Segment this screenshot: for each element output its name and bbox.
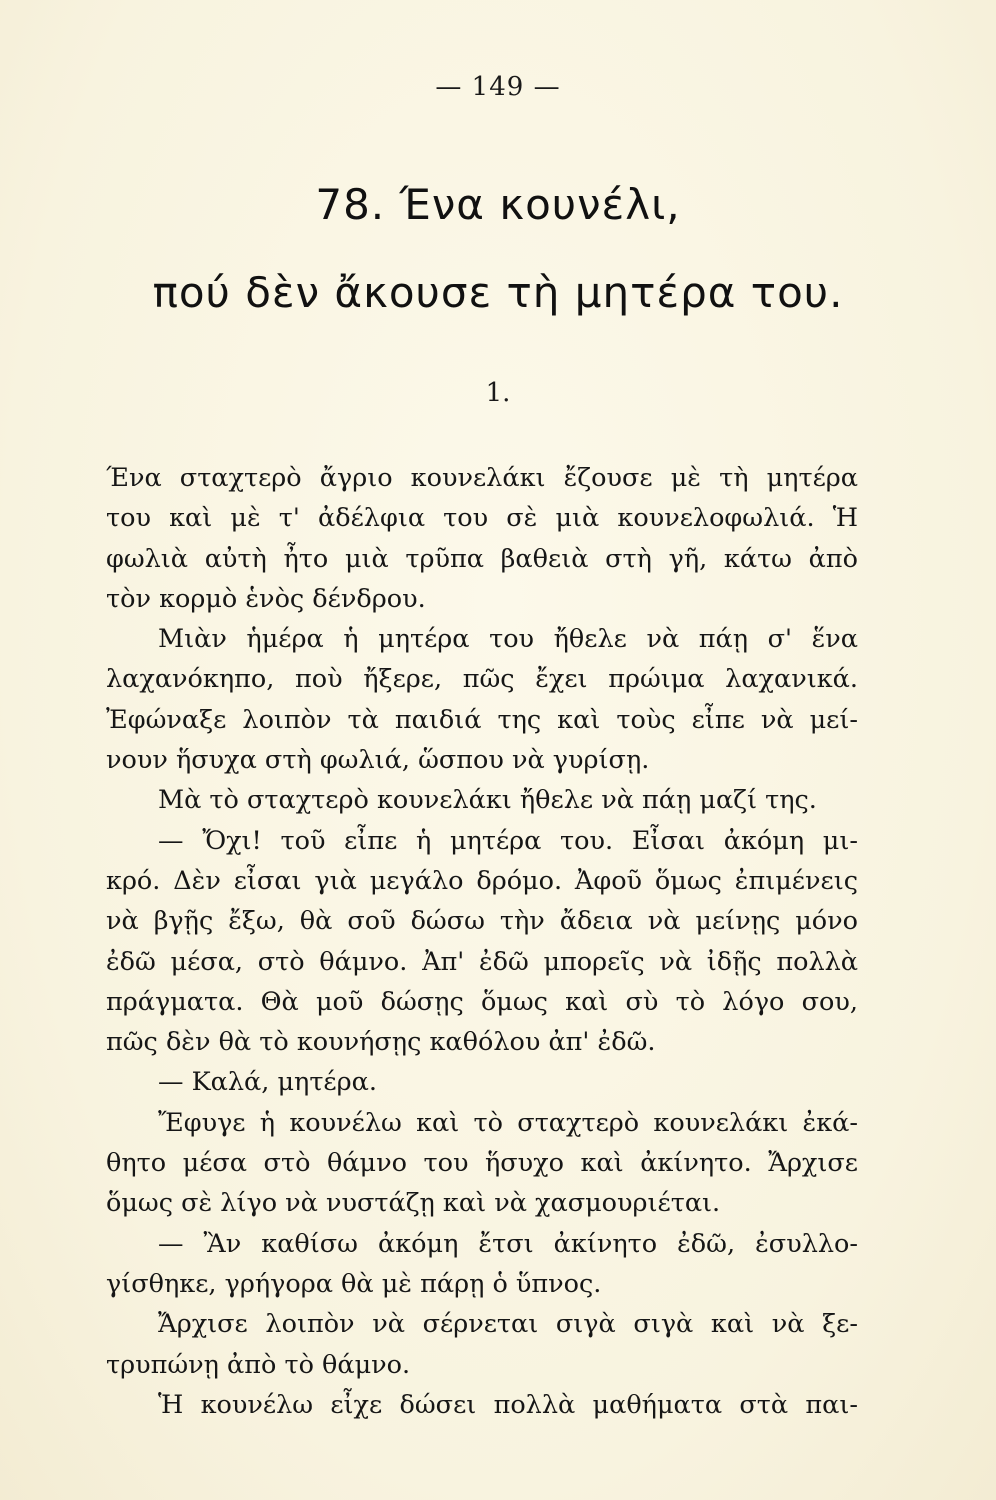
story-title-line-1: 78. Ένα κουνέλι, bbox=[315, 180, 681, 229]
text-line: πῶς δὲν θὰ τὸ κουνήσῃς καθόλου ἀπ' ἐδῶ. bbox=[106, 1027, 656, 1058]
text-line: — Καλά, μητέρα. bbox=[158, 1067, 377, 1098]
text-line: φωλιὰ αὐτὴ ἦτο μιὰ τρῦπα βαθειὰ στὴ γῆ, κάτω ἀπὸ bbox=[106, 543, 858, 574]
text-line: Ἄρχισε λοιπὸν νὰ σέρνεται σιγὰ σιγὰ καὶ νὰ ξε- bbox=[158, 1309, 858, 1340]
text-line: θητο μέσα στὸ θάμνο του ἥσυχο καὶ ἀκίνητο. Ἄρχισε bbox=[106, 1148, 858, 1179]
text-line: Ἐφώναξε λοιπὸν τὰ παιδιά της καὶ τοὺς εἶπε νὰ μεί- bbox=[106, 704, 858, 735]
text-line: — Ἂν καθίσω ἀκόμη ἔτσι ἀκίνητο ἐδῶ, ἐσυλλο- bbox=[158, 1228, 858, 1259]
text-line: Μὰ τὸ σταχτερὸ κουνελάκι ἤθελε νὰ πάῃ μαζί της. bbox=[158, 785, 817, 816]
text-line: ὅμως σὲ λίγο νὰ νυστάζῃ καὶ νὰ χασμουριέται. bbox=[106, 1188, 721, 1219]
text-line: νὰ βγῇς ἔξω, θὰ σοῦ δώσω τὴν ἄδεια νὰ μείνῃς μόνο bbox=[106, 906, 858, 937]
story-title-line-2: πού δὲν ἄκουσε τὴ μητέρα του. bbox=[152, 268, 844, 317]
text-line: τρυπώνῃ ἀπὸ τὸ θάμνο. bbox=[106, 1349, 411, 1380]
text-line: ἐδῶ μέσα, στὸ θάμνο. Ἀπ' ἐδῶ μπορεῖς νὰ ἰδῇς πολλὰ bbox=[106, 946, 858, 977]
text-line: Ένα σταχτερὸ ἄγριο κουνελάκι ἔζουσε μὲ τὴ μητέρα bbox=[106, 463, 858, 493]
section-number: 1. bbox=[485, 378, 511, 408]
text-line: Μιὰν ἡμέρα ἡ μητέρα του ἤθελε νὰ πάῃ σ' ἕνα bbox=[158, 624, 858, 655]
text-line: του καὶ μὲ τ' ἀδέλφια του σὲ μιὰ κουνελοφωλιά. Ἡ bbox=[106, 503, 858, 534]
text-line: λαχανόκηπο, ποὺ ἤξερε, πῶς ἔχει πρώιμα λαχανικά. bbox=[106, 664, 858, 695]
page-number: — 149 — bbox=[435, 72, 561, 102]
text-line: Ἡ κουνέλω εἶχε δώσει πολλὰ μαθήματα στὰ παι- bbox=[158, 1389, 858, 1420]
text-line: πράγματα. Θὰ μοῦ δώσῃς ὅμως καὶ σὺ τὸ λόγο σου, bbox=[106, 986, 858, 1017]
text-line: γίσθηκε, γρήγορα θὰ μὲ πάρῃ ὁ ὕπνος. bbox=[106, 1268, 602, 1299]
text-line: — Ὄχι! τοῦ εἶπε ἡ μητέρα του. Εἶσαι ἀκόμη μι- bbox=[158, 825, 858, 856]
text-line: τὸν κορμὸ ἑνὸς δένδρου. bbox=[106, 583, 426, 614]
story-text bbox=[106, 458, 858, 1425]
text-line: νουν ἥσυχα στὴ φωλιά, ὥσπου νὰ γυρίσῃ. bbox=[106, 745, 650, 776]
text-line: κρό. Δὲν εἶσαι γιὰ μεγάλο δρόμο. Ἀφοῦ ὅμως ἐπιμένεις bbox=[106, 865, 858, 896]
text-line: Ἔφυγε ἡ κουνέλω καὶ τὸ σταχτερὸ κουνελάκι ἐκά- bbox=[158, 1107, 858, 1138]
